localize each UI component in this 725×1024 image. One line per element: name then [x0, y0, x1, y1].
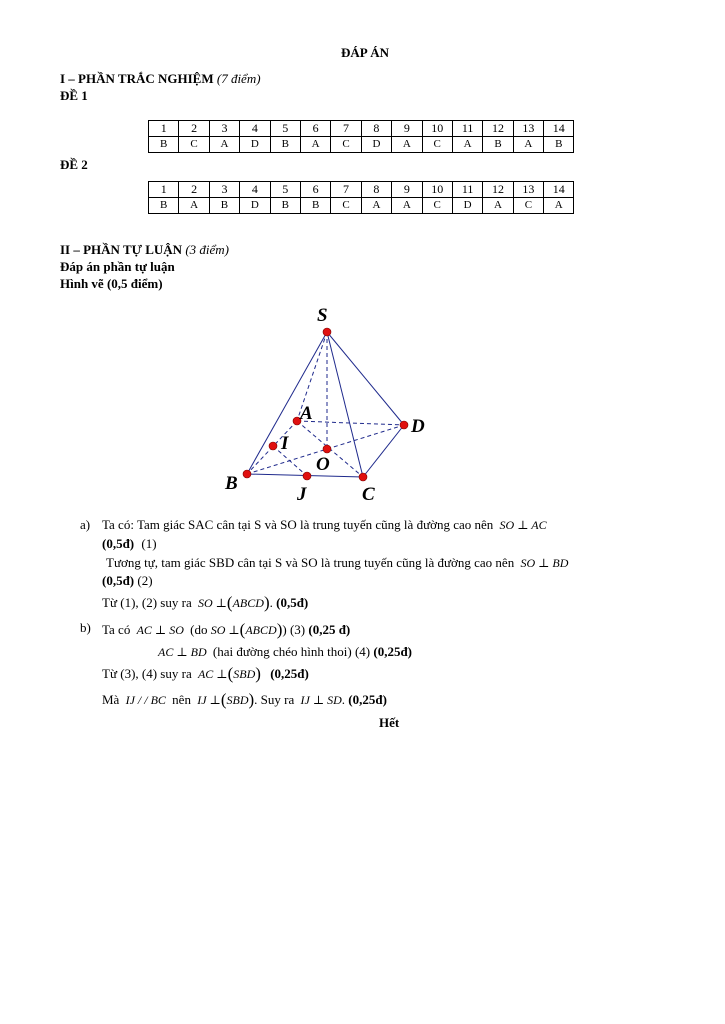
de1-number-row — [149, 121, 574, 137]
de2-answer-cell: D — [240, 198, 270, 214]
de2-answer-cell: B — [300, 198, 330, 214]
de1-number-cell: 11 — [452, 121, 482, 137]
point-S — [323, 328, 331, 336]
solution-a-line3 — [106, 555, 568, 571]
de1-answer-cell: B — [149, 137, 179, 153]
de2-number-cell: 5 — [270, 182, 300, 198]
b1-text: Ta có — [102, 622, 131, 637]
end-text: Hết — [379, 715, 400, 730]
de1-number-cell: 14 — [544, 121, 574, 137]
de2-number-cell: 8 — [361, 182, 391, 198]
solution-a-line5: Từ (1), (2) suy ra SO ⊥(ABCD). (0,5đ) — [102, 593, 309, 612]
label-J: J — [297, 484, 307, 505]
a2-score: (0,5đ) — [102, 573, 135, 588]
solution-b-label: b) — [80, 620, 91, 635]
pyramid-figure — [0, 295, 725, 515]
de1-number-cell: 1 — [149, 121, 179, 137]
b1-do: (do — [190, 622, 208, 637]
solution-b-line4: Mà IJ / / BC nên IJ ⊥(SBD). Suy ra IJ ⊥ SD. (0,25đ) — [102, 690, 387, 709]
de1-number-cell: 2 — [179, 121, 209, 137]
de1-number-cell: 8 — [361, 121, 391, 137]
de1-answer-cell: B — [544, 137, 574, 153]
b1-math: AC ⊥ SO — [136, 623, 184, 637]
label-I: I — [281, 433, 289, 454]
de1-answer-cell: D — [361, 137, 391, 153]
de2-answer-cell: A — [361, 198, 391, 214]
label-A: A — [300, 403, 313, 424]
point-I — [269, 442, 277, 450]
b4-math2: IJ ⊥ — [197, 693, 221, 707]
part2-heading — [60, 242, 229, 258]
edge-AD — [297, 421, 404, 425]
a2-text: Tương tự, tam giác SBD cân tại S và SO là trung tuyến cũng là đường cao nên — [106, 555, 515, 570]
b4-end: . — [341, 692, 346, 707]
de2-answer-cell: B — [270, 198, 300, 214]
de2-number-row — [149, 182, 574, 198]
de2-number-cell: 13 — [513, 182, 543, 198]
de2-answer-cell: C — [331, 198, 361, 214]
de2-answer-cell: B — [149, 198, 179, 214]
label-O: O — [316, 454, 330, 475]
solution-a-line1 — [102, 517, 547, 533]
de1-number-cell: 3 — [209, 121, 239, 137]
de2-answer-cell: A — [179, 198, 209, 214]
de2-number-cell: 2 — [179, 182, 209, 198]
a3-score: (0,5đ) — [276, 595, 309, 610]
b3-math-in: SBD — [233, 667, 256, 681]
de1-answer-cell: C — [422, 137, 452, 153]
part2-title: II – PHẦN TỰ LUẬN — [60, 242, 183, 257]
de2-number-cell: 7 — [331, 182, 361, 198]
point-J — [303, 472, 311, 480]
de1-table — [148, 120, 574, 153]
de1-number-cell: 12 — [483, 121, 513, 137]
label-S: S — [317, 305, 328, 326]
b4-math2-in: SBD — [226, 693, 249, 707]
seg-IJ — [273, 446, 307, 476]
part2-sub2: Hình vẽ (0,5 điểm) — [60, 276, 163, 291]
solution-b-line3: Từ (3), (4) suy ra AC ⊥(SBD) (0,25đ) — [102, 664, 309, 683]
a2-math: SO ⊥ BD — [520, 556, 569, 570]
label-C: C — [362, 484, 375, 505]
b1-score: (0,25 đ) — [308, 622, 351, 637]
solution-b-line2 — [158, 644, 412, 660]
de2-answer-cell: A — [392, 198, 422, 214]
b4-text3: . Suy ra — [254, 692, 295, 707]
de1-number-cell: 7 — [331, 121, 361, 137]
b3-score: (0,25đ) — [270, 666, 309, 681]
de2-table — [148, 181, 574, 214]
part2-sub1: Đáp án phần tự luận — [60, 259, 175, 274]
a2-ref: (2) — [137, 573, 153, 588]
part1-points: (7 điểm) — [216, 71, 261, 86]
de1-number-cell: 6 — [300, 121, 330, 137]
label-B: B — [225, 473, 238, 494]
de2-answer-cell: C — [422, 198, 452, 214]
b4-score: (0,25đ) — [348, 692, 387, 707]
de2-label: ĐỀ 2 — [60, 157, 88, 172]
a1-ref: (1) — [141, 536, 157, 551]
de1-answer-cell: C — [331, 137, 361, 153]
de2-number-cell: 3 — [209, 182, 239, 198]
de1-number-cell: 4 — [240, 121, 270, 137]
de2-number-cell: 9 — [392, 182, 422, 198]
de1-answer-cell: A — [209, 137, 239, 153]
b4-math3: IJ ⊥ SD — [300, 693, 342, 707]
de2-number-cell: 14 — [544, 182, 574, 198]
de1-answer-cell: B — [270, 137, 300, 153]
de2-answer-cell: B — [209, 198, 239, 214]
part1-heading — [60, 71, 261, 87]
b2-math: AC ⊥ BD — [158, 645, 207, 659]
solution-a-label: a) — [80, 517, 91, 532]
de1-label: ĐỀ 1 — [60, 88, 88, 103]
b1-math2-in: ABCD — [245, 623, 277, 637]
point-O — [323, 445, 331, 453]
b3-text: Từ (3), (4) suy ra — [102, 666, 192, 681]
a1-math: SO ⊥ AC — [499, 518, 547, 532]
de1-answer-cell: A — [452, 137, 482, 153]
b4-math1: IJ / / BC — [125, 693, 166, 707]
de2-number-cell: 6 — [300, 182, 330, 198]
de1-number-cell: 5 — [270, 121, 300, 137]
a1-score: (0,5đ) — [102, 536, 135, 551]
de1-answer-row — [149, 137, 574, 153]
de1-number-cell: 10 — [422, 121, 452, 137]
de1-answer-cell: C — [179, 137, 209, 153]
b4-text1: Mà — [102, 692, 120, 707]
a3-math-in: ABCD — [232, 596, 264, 610]
de1-number-cell: 9 — [392, 121, 422, 137]
de1-answer-cell: A — [392, 137, 422, 153]
part1-title: I – PHẦN TRẮC NGHIỆM — [60, 71, 214, 86]
de2-answer-cell: A — [544, 198, 574, 214]
b3-math: AC ⊥ — [197, 667, 228, 681]
label-D: D — [411, 416, 425, 437]
part2-points: (3 điểm) — [185, 242, 230, 257]
de2-number-cell: 10 — [422, 182, 452, 198]
point-B — [243, 470, 251, 478]
de2-answer-cell: C — [513, 198, 543, 214]
a1-text: Ta có: Tam giác SAC cân tại S và SO là trung tuyến cũng là đường cao nên — [102, 517, 494, 532]
page-title: ĐÁP ÁN — [341, 45, 390, 60]
point-C — [359, 473, 367, 481]
a3-end: . — [269, 595, 273, 610]
de2-answer-row — [149, 198, 574, 214]
solution-b-line1: Ta có AC ⊥ SO (do SO ⊥(ABCD)) (3) (0,25 đ) — [102, 620, 351, 639]
de1-answer-cell: D — [240, 137, 270, 153]
de1-answer-cell: A — [300, 137, 330, 153]
solution-a-line4 — [102, 573, 153, 589]
de1-answer-cell: A — [513, 137, 543, 153]
de2-number-cell: 4 — [240, 182, 270, 198]
b4-text2: nên — [172, 692, 191, 707]
de1-number-cell: 13 — [513, 121, 543, 137]
b1-math2: SO ⊥ — [210, 623, 240, 637]
de2-answer-cell: A — [483, 198, 513, 214]
edge-CD — [363, 425, 404, 477]
de2-number-cell: 11 — [452, 182, 482, 198]
a3-math: SO ⊥ — [197, 596, 227, 610]
de2-answer-cell: D — [452, 198, 482, 214]
de1-answer-cell: B — [483, 137, 513, 153]
b2-score: (0,25đ) — [373, 644, 413, 659]
de2-number-cell: 1 — [149, 182, 179, 198]
b2-text: (hai đường chéo hình thoi) (4) — [212, 644, 371, 659]
a3-text: Từ (1), (2) suy ra — [102, 595, 192, 610]
de2-number-cell: 12 — [483, 182, 513, 198]
solution-a-line2 — [102, 536, 157, 552]
point-D — [400, 421, 408, 429]
b1-ref: ) (3) — [282, 622, 306, 637]
